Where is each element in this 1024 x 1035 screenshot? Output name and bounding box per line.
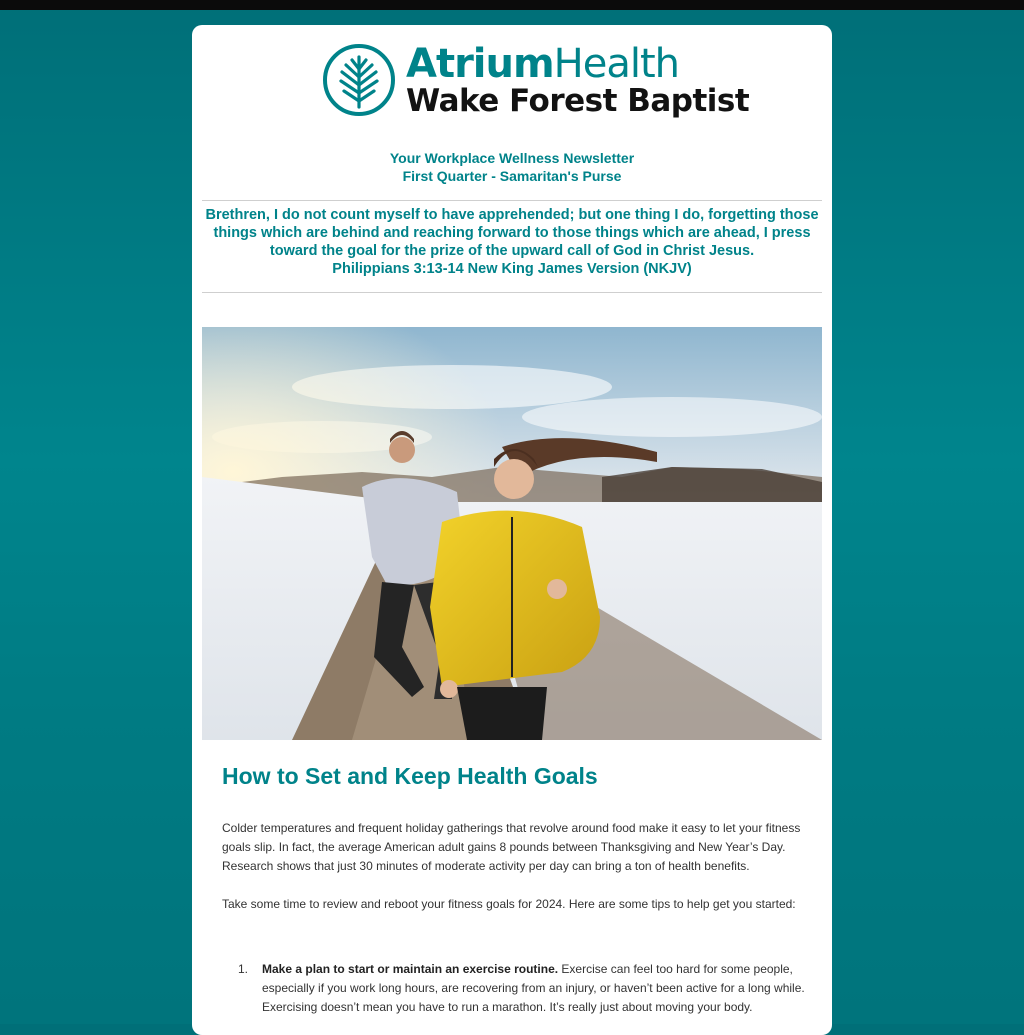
list-item-body: Exercise can feel too hard for some people, especially if you work long hours, are recovering from an injury, or haven’t been active for a long while. Exercising doesn’t mean you have to run a marathon. It’s really just about moving your body. [262, 962, 805, 1014]
divider-top [202, 200, 822, 201]
list-item-number: 1. [238, 962, 249, 976]
newsletter-card [192, 25, 832, 1035]
newsletter-title: Your Workplace Wellness Newsletter [389, 150, 635, 166]
verse-reference: Philippians 3:13-14 New King James Version (NKJV) [332, 261, 692, 277]
brand-name: AtriumHealth [406, 41, 680, 87]
verse-text: Brethren, I do not count myself to have apprehended; but one thing I do, forgetting those things which are behind and reaching forward to those things which are ahead, I press toward the goal for the prize of the upward call of God in Christ Jesus. [205, 207, 819, 259]
brand-logo[interactable] [322, 41, 750, 121]
divider-bottom [202, 292, 822, 293]
article-heading: How to Set and Keep Health Goals [222, 763, 598, 789]
hero-image-winter-runners [202, 327, 822, 740]
article-paragraph-2: Take some time to review and reboot your fitness goals for 2024. Here are some tips to help get you started: [222, 897, 796, 911]
article-paragraph-1: Colder temperatures and frequent holiday gatherings that revolve around food make it easy to let your fitness goals slip. In fact, the average American adult gains 8 pounds between Thanksgiving and New Year’s Day. Research shows that just 30 minutes of moderate activity per day can bring a ton of health benefits. [222, 821, 801, 873]
top-bar [0, 0, 1024, 10]
scripture-verse [202, 206, 822, 278]
brand-subname: Wake Forest Baptist [406, 83, 750, 119]
tree-leaf-logo-icon [322, 43, 396, 117]
newsletter-subtitle: First Quarter - Samaritan's Purse [402, 168, 622, 184]
list-item-text [262, 960, 807, 1017]
article [222, 761, 807, 914]
list-item-title: Make a plan to start or maintain an exercise routine. [262, 962, 559, 976]
